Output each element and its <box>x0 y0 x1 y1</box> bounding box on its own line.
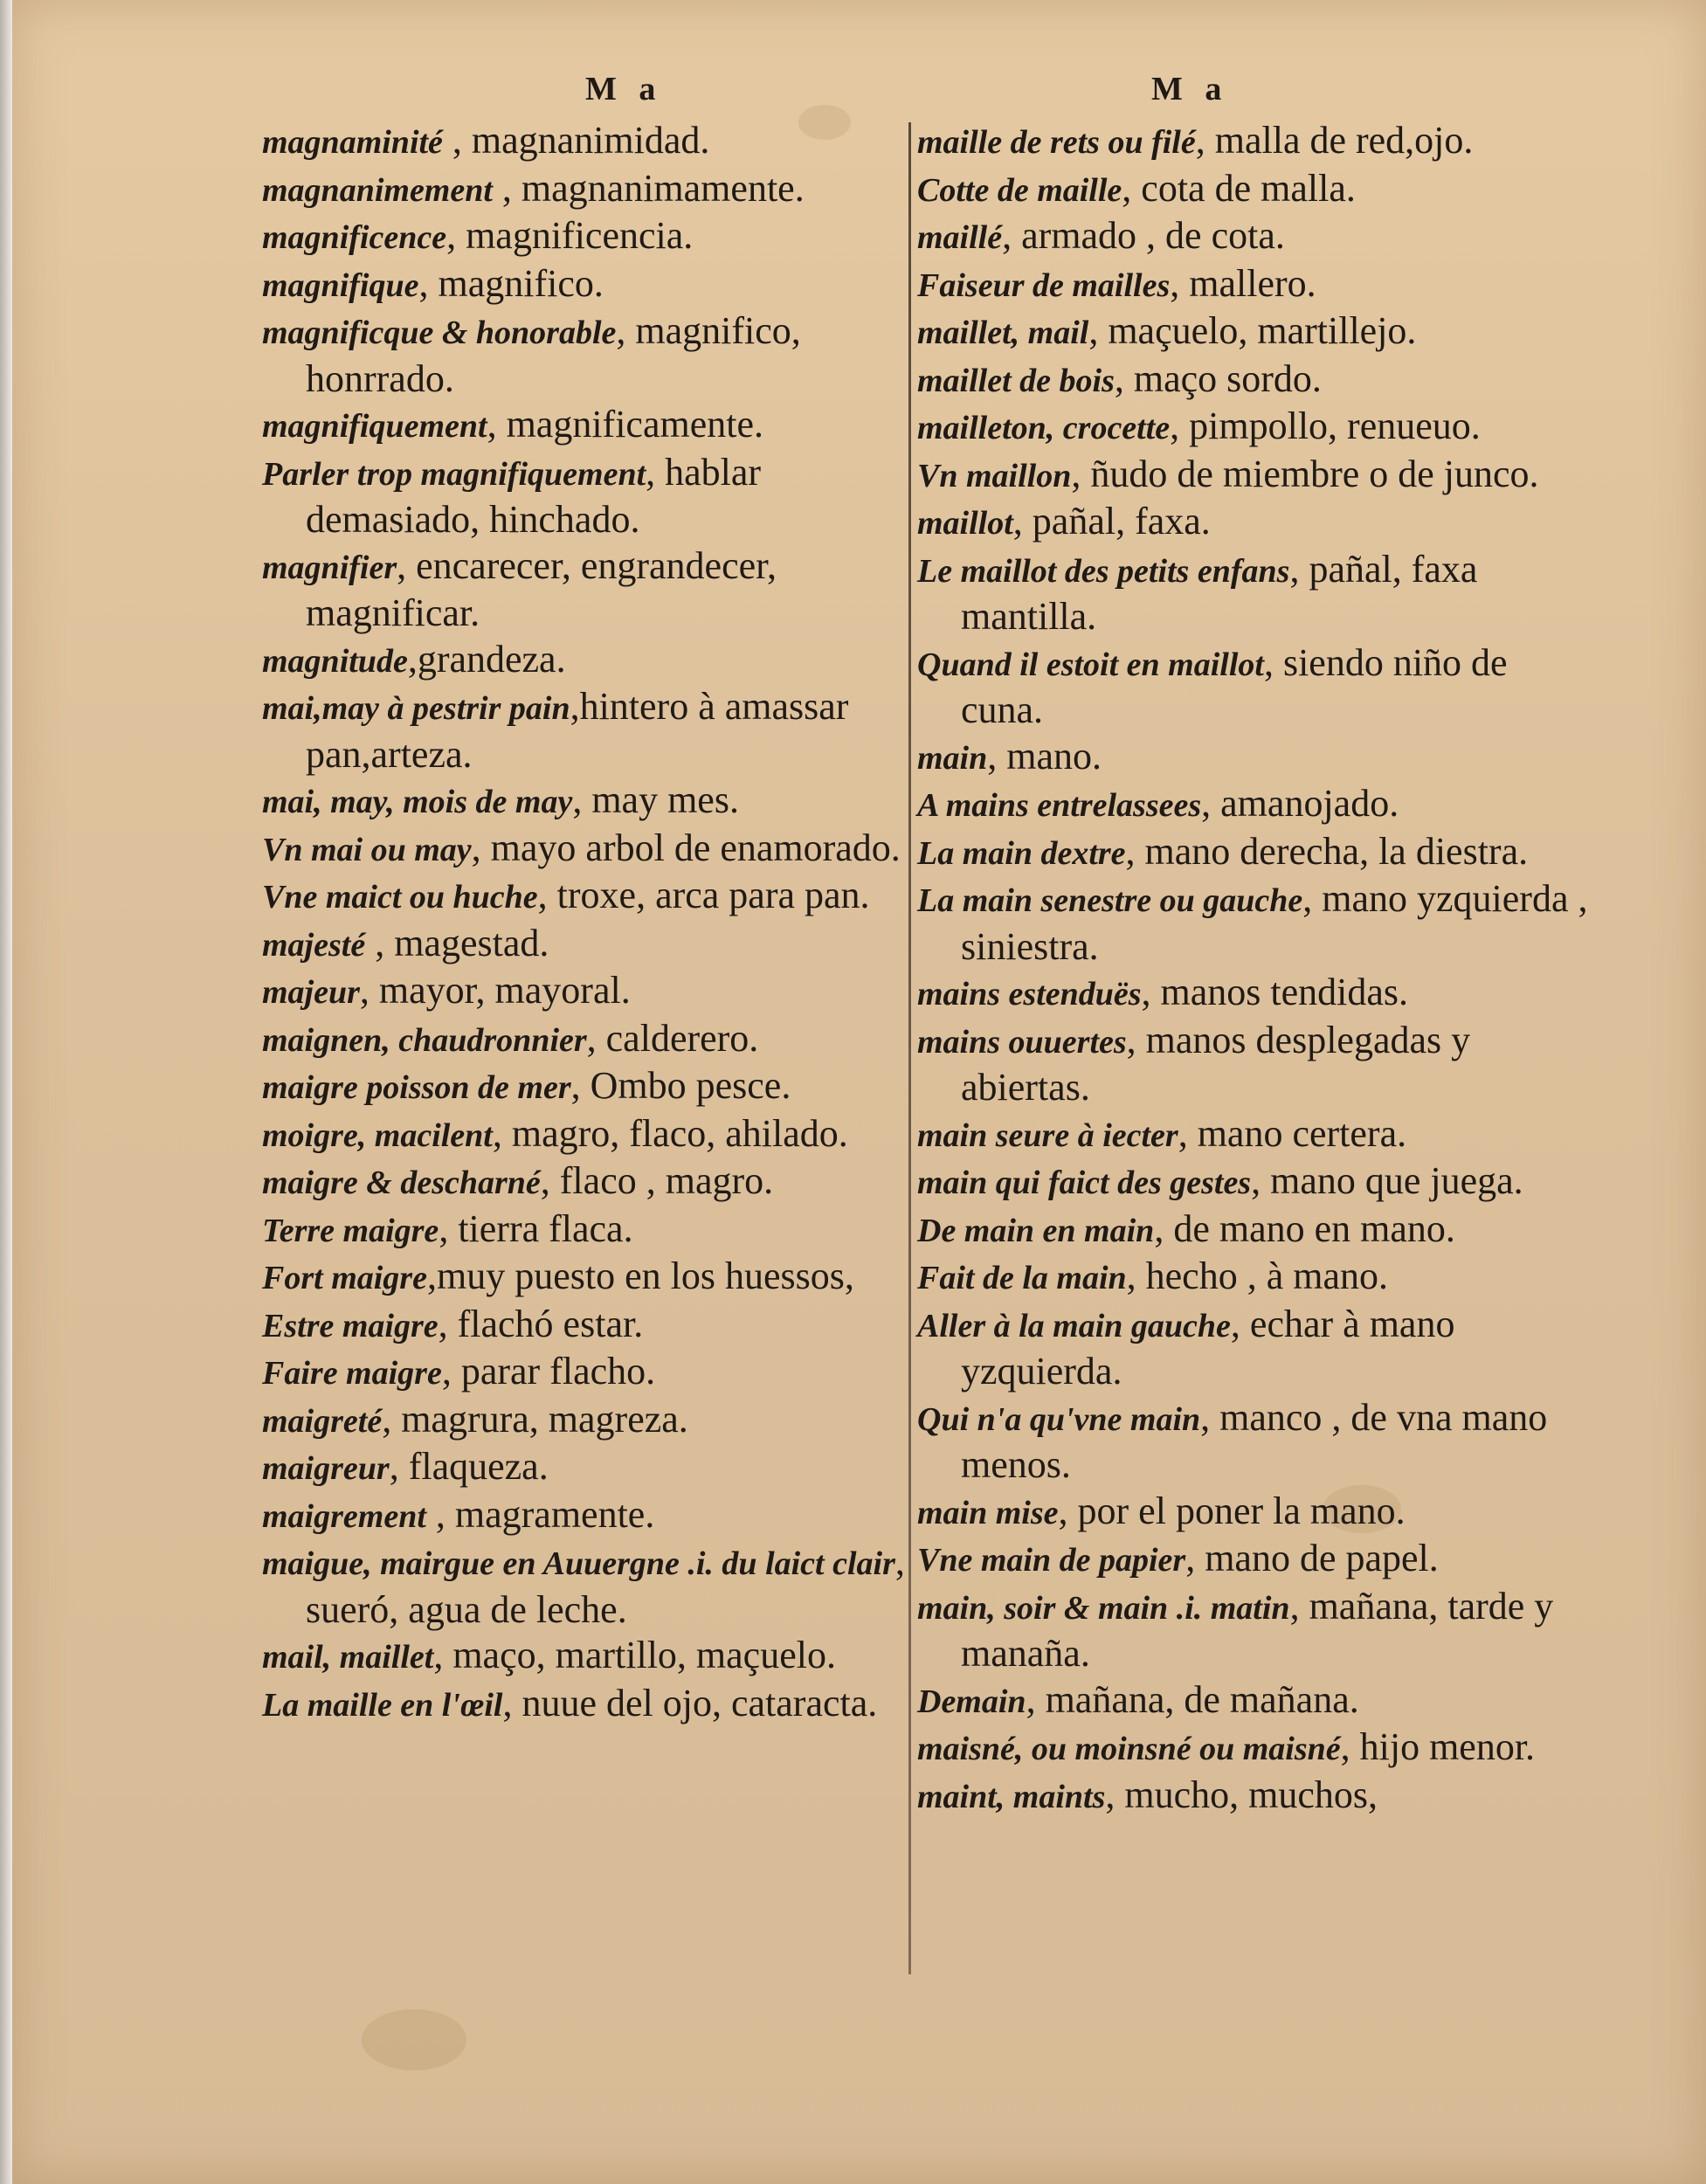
entry-headword: maillet, mail <box>917 314 1089 351</box>
entry-translation: , may mes. <box>572 778 739 821</box>
entry-translation: , magnanimamente. <box>492 166 805 210</box>
entry-translation: , mano yzquierda , siniestra. <box>961 877 1588 968</box>
dictionary-entry <box>917 547 1599 640</box>
dictionary-entry <box>262 543 908 637</box>
entry-headword: mailleton, crocette <box>917 410 1171 446</box>
entry-headword: Qui n'a qu'vne main <box>917 1400 1201 1438</box>
left-column <box>262 118 908 1728</box>
entry-headword: moigre, macilent <box>262 1116 493 1154</box>
dictionary-entry <box>262 1539 908 1633</box>
dictionary-entry <box>262 166 908 214</box>
dictionary-entry <box>917 1489 1599 1537</box>
entry-headword: mains ouuertes <box>917 1023 1127 1061</box>
entry-translation: , mañana, tarde y manaña. <box>961 1584 1554 1675</box>
right-column <box>917 118 1599 1820</box>
entry-headword: maillé <box>917 219 1003 256</box>
entry-translation: , hijo menor. <box>1340 1725 1536 1768</box>
dictionary-entry <box>262 1633 908 1681</box>
scan-edge-shadow <box>0 0 12 2184</box>
entry-translation: , por el poner la mano. <box>1058 1489 1406 1532</box>
entry-translation: , flachó estar. <box>438 1302 644 1345</box>
entry-headword: magnifiquement <box>262 408 487 445</box>
entry-translation: , calderero. <box>586 1016 759 1060</box>
entry-translation: , flaco , magro. <box>540 1159 774 1202</box>
entry-translation: , cota de malla. <box>1122 166 1356 210</box>
entry-headword: maillot <box>917 505 1013 542</box>
entry-translation: , encarecer, engrandecer, magnificar. <box>306 543 777 634</box>
entry-translation: , mallero. <box>1170 261 1316 305</box>
dictionary-entry <box>262 1492 908 1540</box>
page-header-left: M a <box>585 71 663 107</box>
entry-translation: , flaqueza. <box>389 1445 549 1488</box>
entry-translation: ,muy puesto en los huessos, <box>426 1254 854 1297</box>
dictionary-entry <box>917 1724 1599 1773</box>
entry-translation: , magnificencia. <box>446 214 694 257</box>
dictionary-entry <box>917 781 1599 829</box>
dictionary-entry <box>917 1302 1599 1395</box>
dictionary-entry <box>262 1158 908 1206</box>
entry-headword: Vn maillon <box>917 457 1072 494</box>
entry-headword: Le maillot des petits enfans <box>917 552 1290 590</box>
entry-translation: , magro, flaco, ahilado. <box>492 1111 848 1155</box>
dictionary-entry <box>917 1395 1599 1489</box>
entry-headword: De main en main <box>917 1212 1155 1249</box>
dictionary-entry <box>262 1063 908 1111</box>
dictionary-entry <box>917 499 1599 547</box>
dictionary-entry <box>262 1016 908 1064</box>
dictionary-entry <box>262 873 908 921</box>
foxing-spot <box>362 2009 466 2070</box>
entry-headword: maigre & descharné <box>262 1165 541 1201</box>
entry-headword: maigue, mairgue en Auuergne .i. du laict clair <box>262 1545 895 1582</box>
entry-headword: Estre maigre <box>262 1307 439 1344</box>
entry-translation: , magnificamente. <box>487 403 763 446</box>
dictionary-entry <box>262 1444 908 1492</box>
dictionary-entry <box>262 684 908 778</box>
entry-translation: , mayor, mayoral. <box>359 969 631 1012</box>
entry-headword: main <box>917 739 988 777</box>
entry-headword: mai,may à pestrir pain <box>262 690 570 727</box>
dictionary-entry <box>262 213 908 261</box>
entry-translation: , mano certera. <box>1178 1111 1407 1155</box>
dictionary-entry <box>917 308 1599 356</box>
entry-translation: , malla de red,ojo. <box>1195 119 1474 162</box>
entry-headword: maigreté <box>262 1402 383 1440</box>
entry-headword: La main dextre <box>917 834 1126 872</box>
entry-translation: , pañal, faxa mantilla. <box>961 547 1478 638</box>
entry-headword: mail, maillet <box>262 1639 434 1676</box>
entry-translation: , magestad. <box>365 921 549 964</box>
entry-translation: , tierra flaca. <box>439 1206 633 1250</box>
dictionary-entry <box>262 1681 908 1729</box>
dictionary-entry <box>917 1677 1599 1725</box>
dictionary-entry <box>262 1349 908 1397</box>
dictionary-entry <box>917 118 1599 166</box>
entry-headword: magnificque & honorable <box>262 314 617 351</box>
entry-translation: , maço, martillo, maçuelo. <box>433 1634 836 1676</box>
entry-headword: mains estenduës <box>917 976 1142 1013</box>
dictionary-entry <box>262 778 908 826</box>
entry-translation: , mano que juega. <box>1251 1159 1523 1202</box>
entry-headword: maille de rets ou filé <box>917 124 1196 161</box>
entry-translation: , mucho, muchos, <box>1105 1773 1378 1816</box>
dictionary-entry <box>262 450 908 543</box>
dictionary-entry <box>917 734 1599 782</box>
entry-headword: Faire maigre <box>262 1355 442 1392</box>
entry-translation: , pimpollo, renueuo. <box>1170 404 1481 447</box>
entry-translation: , siendo niño de cuna. <box>961 640 1508 731</box>
dictionary-entry <box>262 1254 908 1302</box>
dictionary-entry <box>917 1206 1599 1254</box>
entry-translation: , mano derecha, la diestra. <box>1125 829 1529 873</box>
entry-translation: , echar à mano yzquierda. <box>961 1302 1455 1393</box>
entry-headword: Quand il estoit en maillot <box>917 646 1264 683</box>
entry-translation: , manco , de vna mano menos. <box>961 1395 1548 1486</box>
entry-headword: magnitude <box>262 642 408 680</box>
dictionary-entry <box>917 452 1599 500</box>
dictionary-entry <box>917 640 1599 734</box>
entry-translation: , mañana, de mañana. <box>1026 1677 1359 1721</box>
dictionary-entry <box>917 261 1599 309</box>
entry-translation: ,grandeza. <box>407 637 566 681</box>
entry-translation: , manos tendidas. <box>1141 971 1409 1013</box>
dictionary-entry <box>917 970 1599 1018</box>
entry-headword: A mains entrelassees <box>917 787 1202 824</box>
entry-translation: , magrura, magreza. <box>382 1397 688 1441</box>
dictionary-entry <box>262 968 908 1016</box>
entry-headword: majesté <box>262 926 366 964</box>
dictionary-entry <box>262 1111 908 1159</box>
entry-headword: Vn mai ou may <box>262 831 472 868</box>
entry-translation: , troxe, arca para pan. <box>537 874 870 916</box>
entry-headword: maigre poisson de mer <box>262 1069 571 1106</box>
entry-headword: Cotte de maille <box>917 171 1122 209</box>
entry-translation: , de mano en mano. <box>1154 1206 1455 1250</box>
dictionary-entry <box>262 118 908 166</box>
entry-translation: , magnanimidad. <box>442 119 710 162</box>
entry-translation: , maço sordo. <box>1114 356 1322 400</box>
dictionary-entry <box>262 1206 908 1254</box>
entry-headword: main mise <box>917 1494 1059 1531</box>
page-header-right: M a <box>1151 71 1229 107</box>
entry-translation: , hecho , à mano. <box>1126 1254 1388 1297</box>
dictionary-entry <box>262 921 908 969</box>
dictionary-entry <box>917 404 1599 452</box>
entry-translation: , mano. <box>987 734 1102 778</box>
dictionary-entry <box>262 1302 908 1350</box>
dictionary-entry <box>917 1584 1599 1677</box>
entry-translation: , mano de papel. <box>1185 1537 1439 1579</box>
entry-headword: maignen, chaudronnier <box>262 1021 587 1059</box>
entry-headword: maisné, ou moinsné ou maisné <box>917 1731 1341 1767</box>
dictionary-entry <box>262 402 908 450</box>
dictionary-entry <box>917 876 1599 970</box>
entry-translation: , armado , de cota. <box>1002 214 1285 257</box>
entry-translation: , pañal, faxa. <box>1012 500 1211 543</box>
entry-headword: magnifique <box>262 266 419 304</box>
entry-headword: Parler trop magnifiquement <box>262 455 646 493</box>
entry-translation: , hablar demasiado, hinchado. <box>306 450 762 541</box>
dictionary-entry <box>917 1254 1599 1302</box>
dictionary-entry <box>917 356 1599 404</box>
dictionary-entry <box>917 1158 1599 1206</box>
entry-translation: , magnifico. <box>418 261 604 305</box>
entry-headword: Demain <box>917 1683 1026 1720</box>
dictionary-entry <box>262 1397 908 1445</box>
dictionary-entry <box>917 213 1599 261</box>
entry-headword: magnificence <box>262 219 447 256</box>
entry-translation: , ñudo de miembre o de junco. <box>1071 452 1539 495</box>
column-divider <box>908 122 911 1974</box>
entry-translation: , magnifico, honrrado. <box>306 309 801 400</box>
entry-translation: , magramente. <box>425 1492 655 1536</box>
dictionary-entry <box>917 1111 1599 1159</box>
entry-headword: magnanimement <box>262 171 493 209</box>
entry-translation: , maçuelo, martillejo. <box>1088 309 1417 352</box>
entry-translation: ,hintero à amassar pan,arteza. <box>306 685 849 776</box>
entry-translation: , manos desplegadas y abiertas. <box>961 1018 1471 1109</box>
entry-headword: main seure à iecter <box>917 1116 1178 1154</box>
entry-headword: Vne main de papier <box>917 1542 1186 1579</box>
entry-headword: maigrement <box>262 1497 426 1535</box>
dictionary-entry <box>917 1018 1599 1111</box>
entry-headword: magnaminité <box>262 124 443 161</box>
entry-headword: Aller à la main gauche <box>917 1307 1231 1344</box>
entry-headword: maillet de bois <box>917 362 1115 399</box>
dictionary-entry <box>262 261 908 309</box>
entry-headword: Terre maigre <box>262 1212 439 1249</box>
entry-headword: main qui faict des gestes <box>917 1165 1252 1201</box>
dictionary-entry <box>917 829 1599 877</box>
dictionary-entry <box>917 1773 1599 1821</box>
entry-headword: Vne maict ou huche <box>262 879 538 916</box>
entry-translation: , amanojado. <box>1201 782 1399 825</box>
entry-headword: La main senestre ou gauche <box>917 882 1303 919</box>
entry-headword: maint, maints <box>917 1778 1106 1815</box>
entry-headword: majeur <box>262 974 360 1011</box>
entry-headword: maigreur <box>262 1450 390 1487</box>
entry-headword: La maille en l'œil <box>262 1686 503 1724</box>
entry-headword: Fort maigre <box>262 1260 427 1296</box>
entry-translation: , nuue del ojo, cataracta. <box>502 1681 878 1724</box>
entry-translation: , sueró, agua de leche. <box>306 1540 905 1631</box>
dictionary-entry <box>262 637 908 685</box>
entry-translation: , parar flacho. <box>441 1350 656 1393</box>
entry-headword: Fait de la main <box>917 1260 1127 1296</box>
entry-translation: , mayo arbol de enamorado. <box>471 826 901 869</box>
dictionary-entry <box>917 166 1599 214</box>
entry-headword: main, soir & main .i. matin <box>917 1589 1290 1627</box>
dictionary-entry <box>262 308 908 402</box>
entry-headword: mai, may, mois de may <box>262 784 573 820</box>
entry-headword: magnifier <box>262 549 397 586</box>
entry-translation: , Ombo pesce. <box>570 1064 791 1107</box>
entry-headword: Faiseur de mailles <box>917 266 1171 304</box>
dictionary-entry <box>917 1536 1599 1584</box>
dictionary-entry <box>262 826 908 874</box>
